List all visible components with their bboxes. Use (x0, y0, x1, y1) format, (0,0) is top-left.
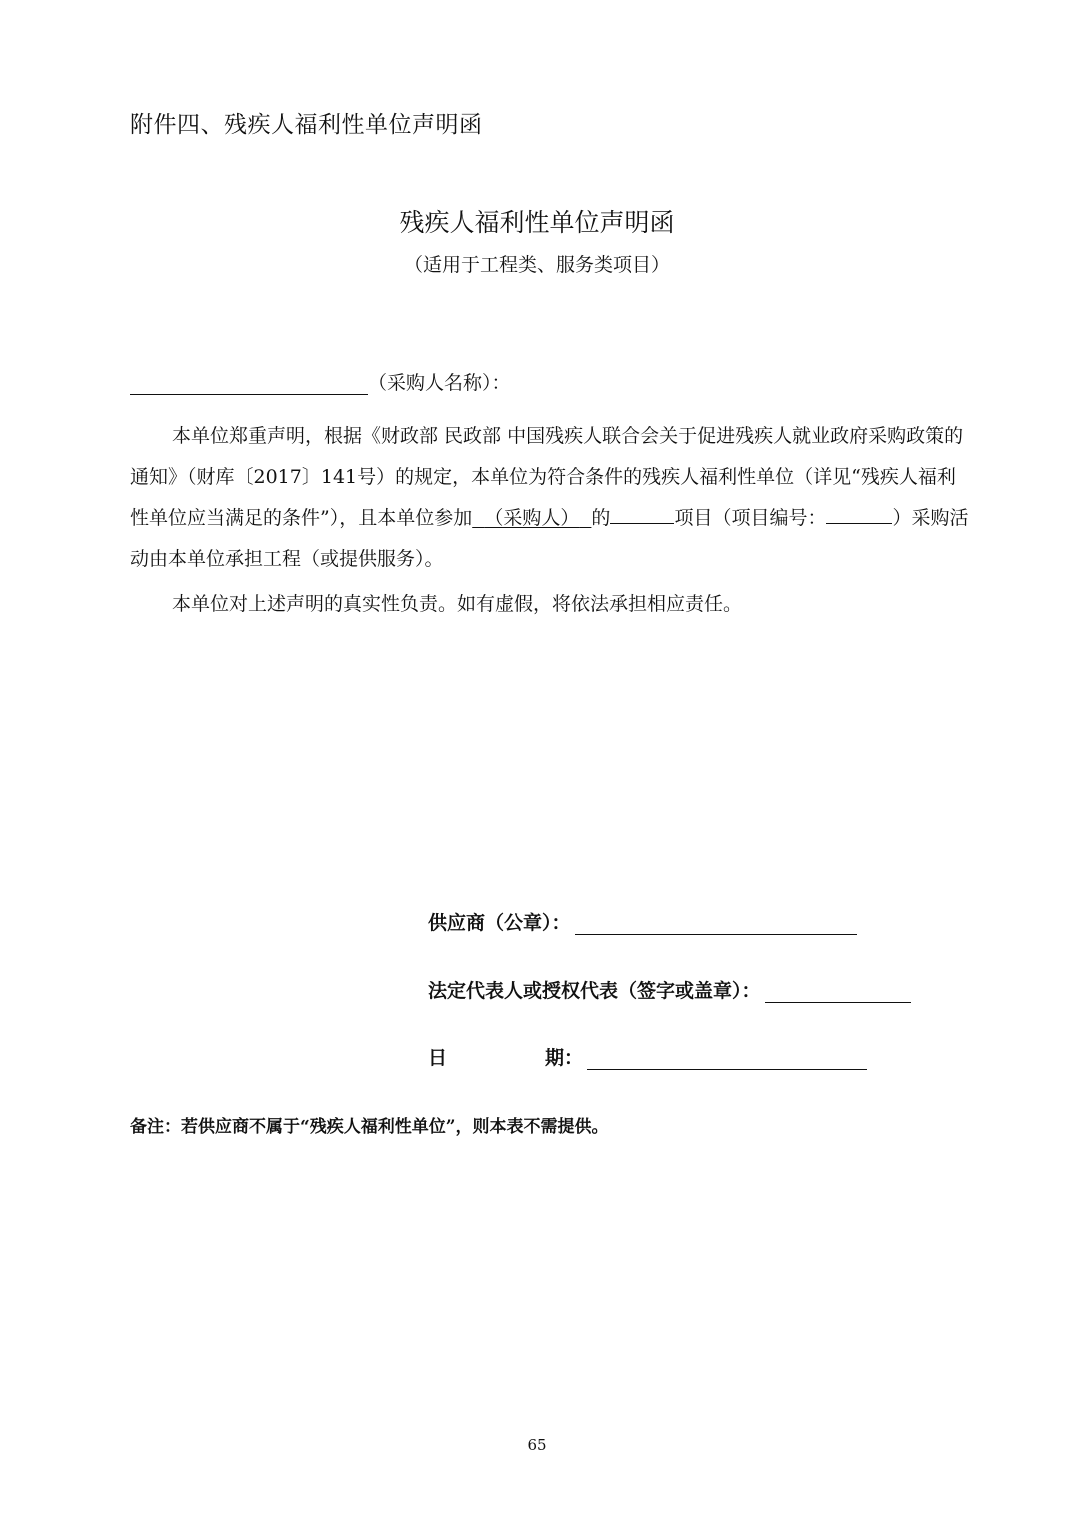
date-label-b: 期： (545, 1047, 584, 1069)
representative-signature-blank[interactable] (765, 980, 911, 1003)
page-number: 65 (527, 1436, 547, 1454)
supplier-label: 供应商（公章）： (428, 912, 571, 934)
declaration-text-1: 本单位郑重声明，根据《财政部 民政部 中国残疾人联合会关于促进残疾人就业政府采购政策的通知》（财库〔2017〕141号）的规定，本单位为符合条件的残疾人福利性单位（详见“残疾人福利性单位应当满足的条件”），且本单位参加 (130, 425, 964, 529)
project-number-blank[interactable] (826, 505, 892, 524)
document-title: 残疾人福利性单位声明函 (399, 208, 675, 237)
supplier-seal-line (428, 908, 857, 935)
declaration-text-3: ）采购活动由本单位承担工程（或提供服务）。 (130, 507, 969, 570)
representative-signature-line (428, 976, 911, 1003)
date-blank[interactable] (587, 1047, 867, 1070)
remark-note: 备注：若供应商不属于“残疾人福利性单位”，则本表不需提供。 (130, 1117, 609, 1137)
declaration-paragraph (130, 416, 970, 580)
document-subtitle: （适用于工程类、服务类项目） (403, 254, 670, 276)
responsibility-text: 本单位对上述声明的真实性负责。如有虚假，将依法承担相应责任。 (172, 593, 743, 615)
purchaser-name-blank[interactable] (130, 374, 368, 395)
date-label-a: 日 (428, 1047, 448, 1069)
project-name-blank[interactable] (610, 505, 674, 524)
purchaser-line (130, 368, 511, 395)
representative-label: 法定代表人或授权代表（签字或盖章）： (428, 980, 761, 1002)
supplier-seal-blank[interactable] (575, 912, 857, 935)
annex-title: 附件四、残疾人福利性单位声明函 (130, 112, 483, 138)
declaration-text-2: 项目（项目编号： (674, 507, 827, 529)
responsibility-paragraph (130, 584, 970, 625)
date-line (428, 1043, 867, 1070)
declaration-de: 的 (591, 507, 611, 529)
purchaser-underlined: （采购人） (484, 507, 580, 529)
purchaser-label: （采购人名称）： (368, 372, 511, 394)
